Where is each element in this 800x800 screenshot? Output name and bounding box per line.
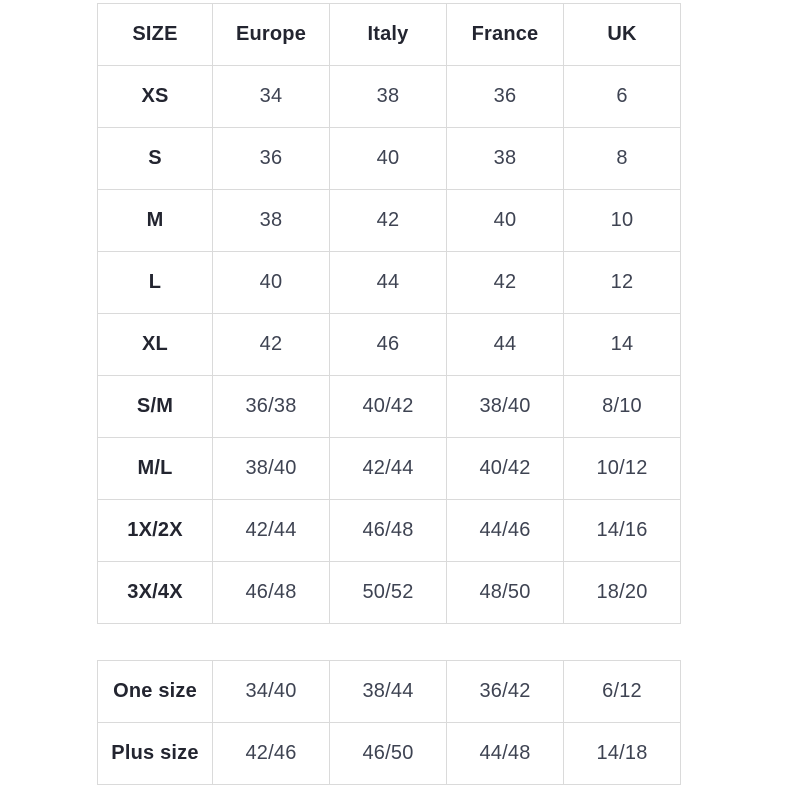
value-cell: 34/40 (213, 661, 330, 723)
table-row (98, 314, 681, 376)
size-label-cell: 3X/4X (98, 562, 213, 624)
value-cell: 42 (447, 252, 564, 314)
size-label-cell: XL (98, 314, 213, 376)
table-row (98, 376, 681, 438)
value-cell: 44 (330, 252, 447, 314)
value-cell: 12 (564, 252, 681, 314)
table-row (98, 562, 681, 624)
value-cell: 6 (564, 66, 681, 128)
size-conversion-table (97, 3, 681, 624)
value-cell: 10 (564, 190, 681, 252)
value-cell: 14/16 (564, 500, 681, 562)
size-label-cell: M/L (98, 438, 213, 500)
value-cell: 40/42 (330, 376, 447, 438)
table-row (98, 128, 681, 190)
table-row (98, 500, 681, 562)
table-row (98, 438, 681, 500)
value-cell: 8/10 (564, 376, 681, 438)
value-cell: 42/44 (330, 438, 447, 500)
column-header-france: France (447, 4, 564, 66)
value-cell: 48/50 (447, 562, 564, 624)
table-row (98, 661, 681, 723)
table-row (98, 190, 681, 252)
value-cell: 36 (213, 128, 330, 190)
table-header-row (98, 4, 681, 66)
value-cell: 34 (213, 66, 330, 128)
table-row (98, 723, 681, 785)
value-cell: 44 (447, 314, 564, 376)
value-cell: 38 (447, 128, 564, 190)
value-cell: 40 (330, 128, 447, 190)
column-header-europe: Europe (213, 4, 330, 66)
value-cell: 44/46 (447, 500, 564, 562)
value-cell: 46/50 (330, 723, 447, 785)
value-cell: 18/20 (564, 562, 681, 624)
value-cell: 38 (330, 66, 447, 128)
table-row (98, 252, 681, 314)
value-cell: 40/42 (447, 438, 564, 500)
value-cell: 14/18 (564, 723, 681, 785)
value-cell: 14 (564, 314, 681, 376)
value-cell: 40 (447, 190, 564, 252)
column-header-uk: UK (564, 4, 681, 66)
value-cell: 6/12 (564, 661, 681, 723)
value-cell: 42/44 (213, 500, 330, 562)
value-cell: 36 (447, 66, 564, 128)
value-cell: 44/48 (447, 723, 564, 785)
value-cell: 38/40 (213, 438, 330, 500)
size-label-cell: S (98, 128, 213, 190)
value-cell: 46/48 (330, 500, 447, 562)
size-label-cell: M (98, 190, 213, 252)
size-label-cell: 1X/2X (98, 500, 213, 562)
value-cell: 8 (564, 128, 681, 190)
table-row (98, 66, 681, 128)
value-cell: 42 (330, 190, 447, 252)
special-sizes-table (97, 660, 681, 785)
size-label-cell: Plus size (98, 723, 213, 785)
size-label-cell: L (98, 252, 213, 314)
value-cell: 42 (213, 314, 330, 376)
value-cell: 40 (213, 252, 330, 314)
value-cell: 42/46 (213, 723, 330, 785)
value-cell: 36/42 (447, 661, 564, 723)
size-label-cell: S/M (98, 376, 213, 438)
size-label-cell: One size (98, 661, 213, 723)
size-label-cell: XS (98, 66, 213, 128)
value-cell: 46 (330, 314, 447, 376)
column-header-size: SIZE (98, 4, 213, 66)
value-cell: 38/44 (330, 661, 447, 723)
value-cell: 46/48 (213, 562, 330, 624)
value-cell: 50/52 (330, 562, 447, 624)
value-cell: 38 (213, 190, 330, 252)
value-cell: 36/38 (213, 376, 330, 438)
value-cell: 10/12 (564, 438, 681, 500)
value-cell: 38/40 (447, 376, 564, 438)
column-header-italy: Italy (330, 4, 447, 66)
